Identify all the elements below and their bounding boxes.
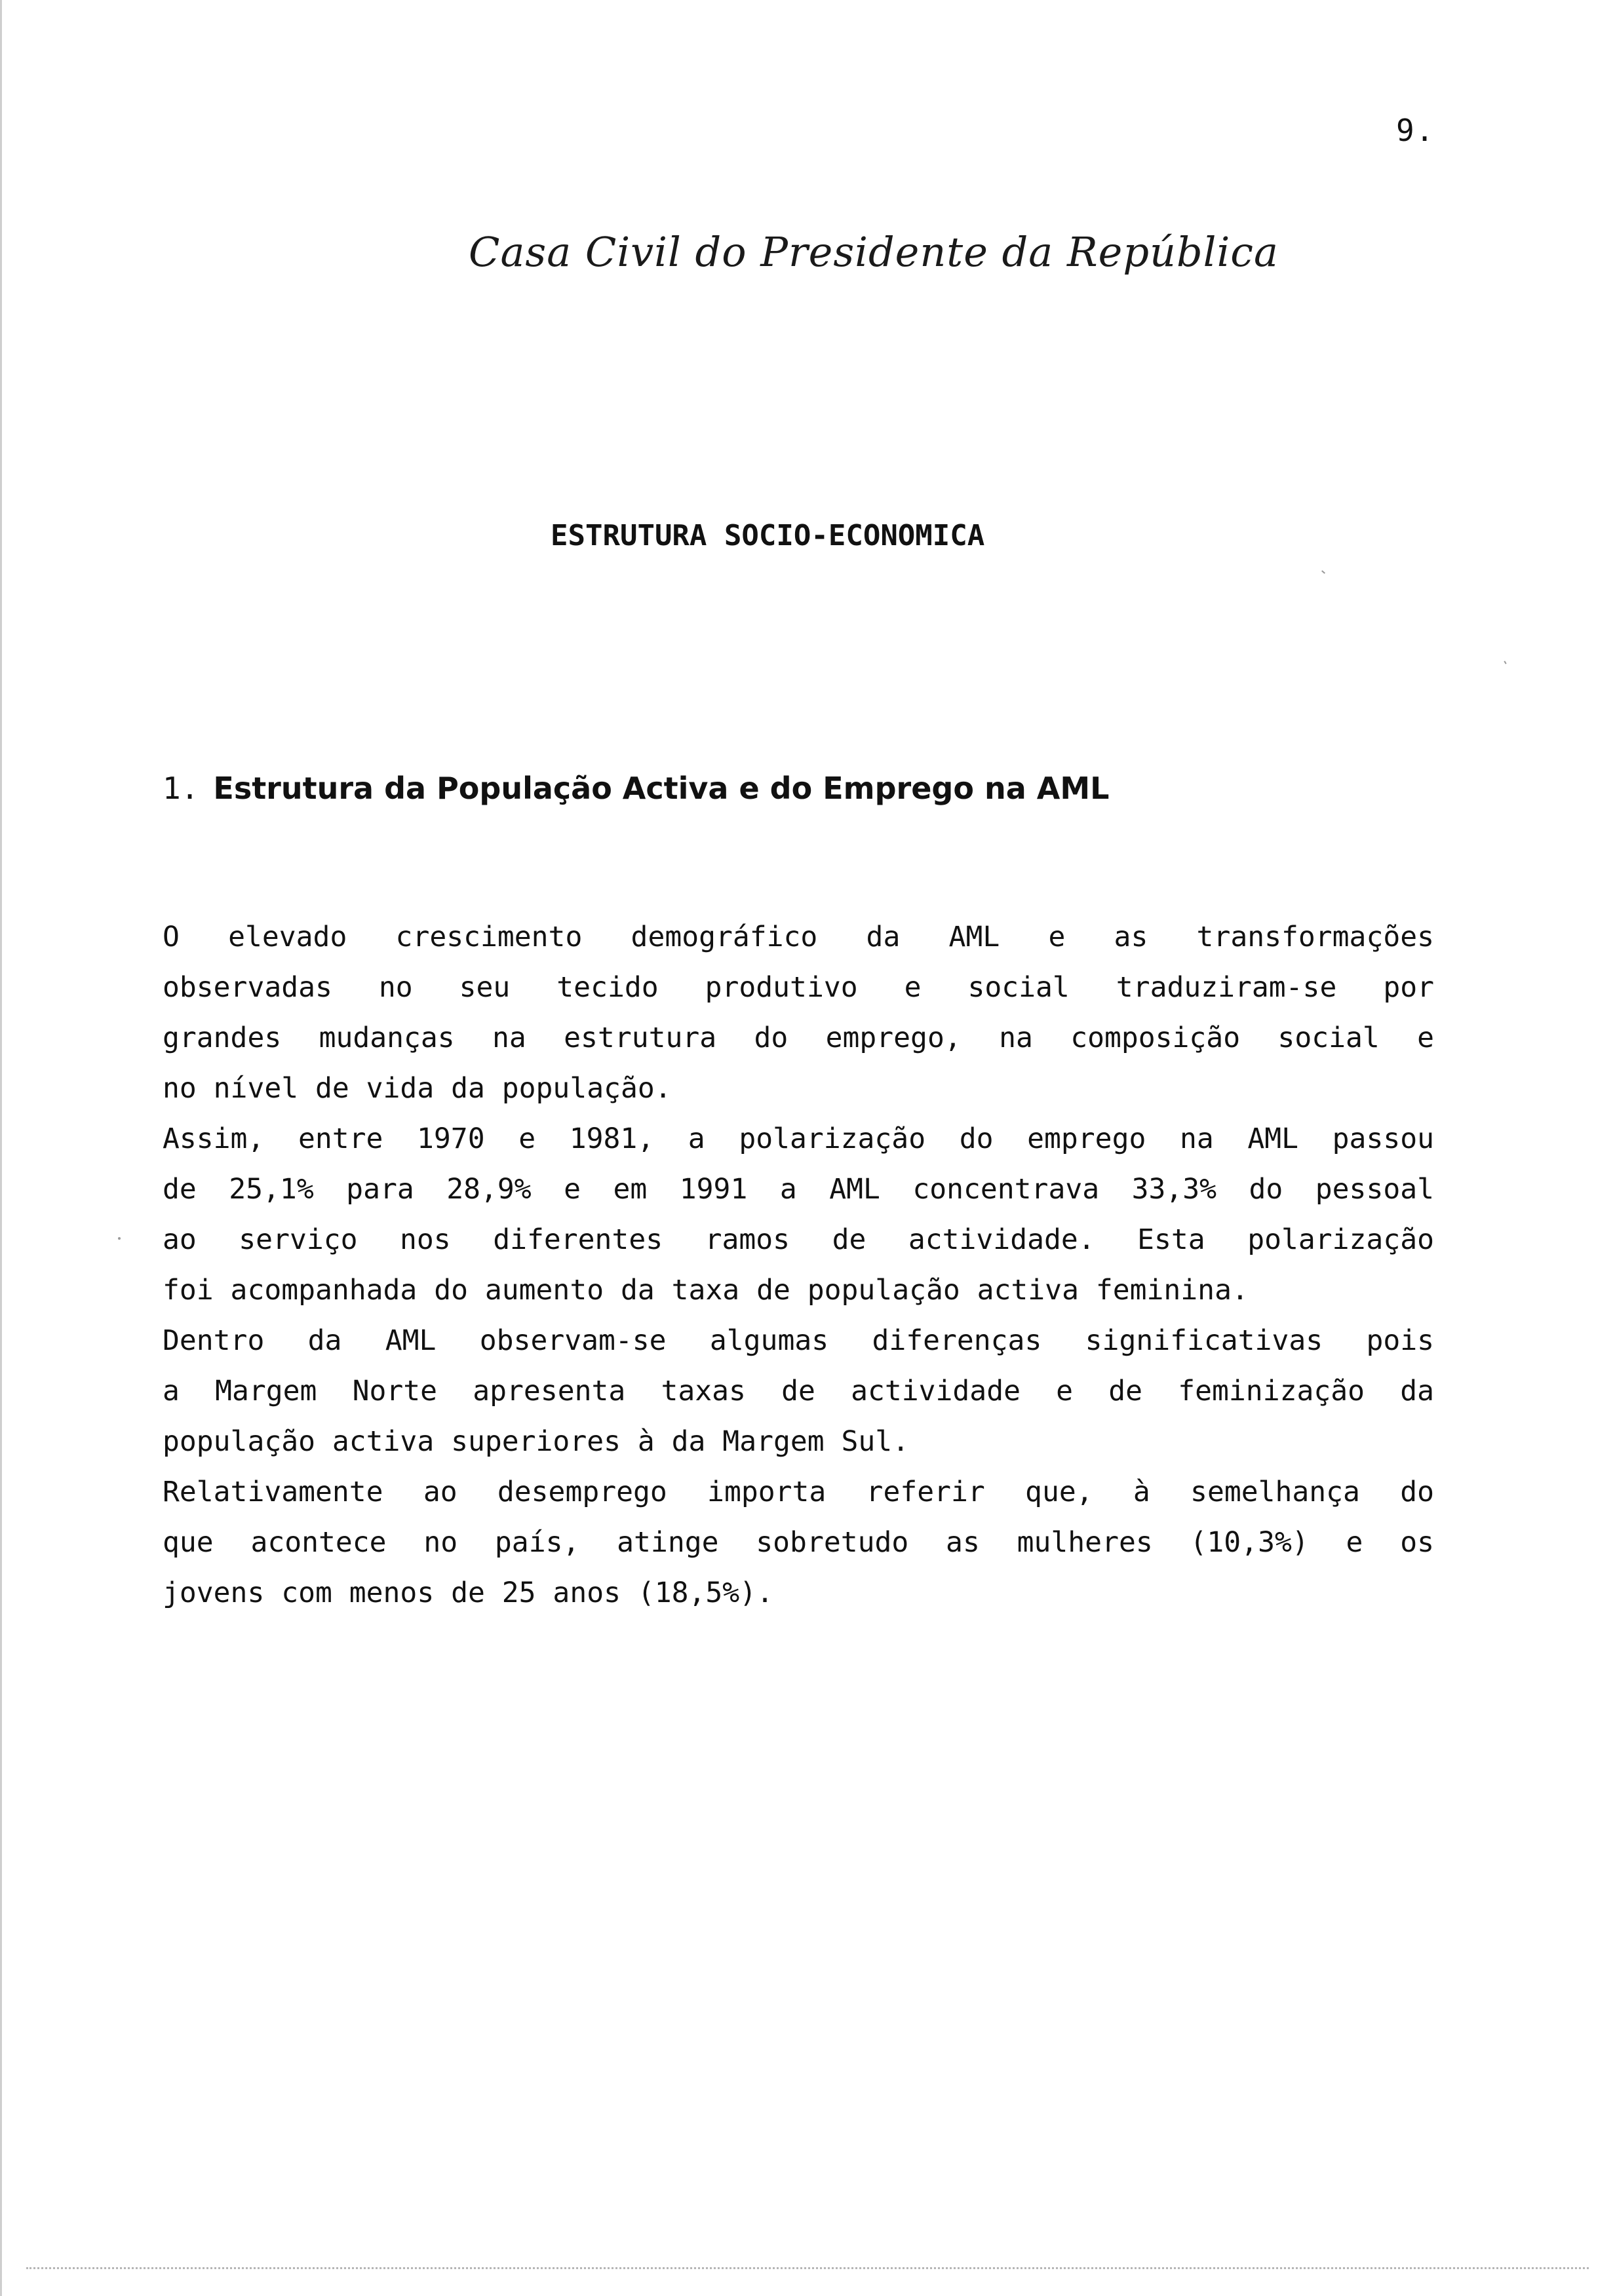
body-line: Assim, entre 1970 e 1981, a polarização do emprego na AML passou <box>163 1122 1434 1155</box>
scan-speck <box>1504 660 1506 664</box>
body-line: foi acompanhada do aumento da taxa de população activa feminina. <box>163 1274 1249 1307</box>
body-line: a Margem Norte apresenta taxas de actividade e de feminização da <box>163 1375 1434 1407</box>
section-number: 1. <box>163 771 199 806</box>
scan-speck <box>118 1237 121 1240</box>
body-line: de 25,1% para 28,9% e em 1991 a AML concentrava 33,3% do pessoal <box>163 1173 1434 1206</box>
body-line: população activa superiores à da Margem Sul. <box>163 1425 910 1458</box>
scan-footer-noise <box>26 2267 1589 2272</box>
body-line: O elevado crescimento demográfico da AML e as transformações <box>163 921 1434 953</box>
body-line: que acontece no país, atinge sobretudo as mulheres (10,3%) e os <box>163 1526 1434 1559</box>
body-line: grandes mudanças na estrutura do emprego, na composição social e <box>163 1022 1434 1054</box>
body-line: ao serviço nos diferentes ramos de actividade. Esta polarização <box>163 1223 1434 1256</box>
body-line: no nível de vida da população. <box>163 1072 672 1105</box>
scan-speck <box>1321 570 1325 573</box>
page-number: 9. <box>1396 113 1435 148</box>
section-heading-text: Estrutura da População Activa e do Emprego na AML <box>213 771 1110 806</box>
body-line: Dentro da AML observam-se algumas diferenças significativas pois <box>163 1324 1434 1357</box>
body-line: jovens com menos de 25 anos (18,5%). <box>163 1577 773 1609</box>
body-line: Relativamente ao desemprego importa referir que, à semelhança do <box>163 1476 1434 1508</box>
section-heading <box>163 771 1109 806</box>
body-line: observadas no seu tecido produtivo e social traduziram-se por <box>163 971 1434 1004</box>
page-left-edge <box>0 0 2 2296</box>
letterhead: Casa Civil do Presidente da República <box>469 228 1279 276</box>
body-text <box>163 912 1434 1618</box>
document-title: ESTRUTURA SOCIO-ECONOMICA <box>551 519 985 552</box>
